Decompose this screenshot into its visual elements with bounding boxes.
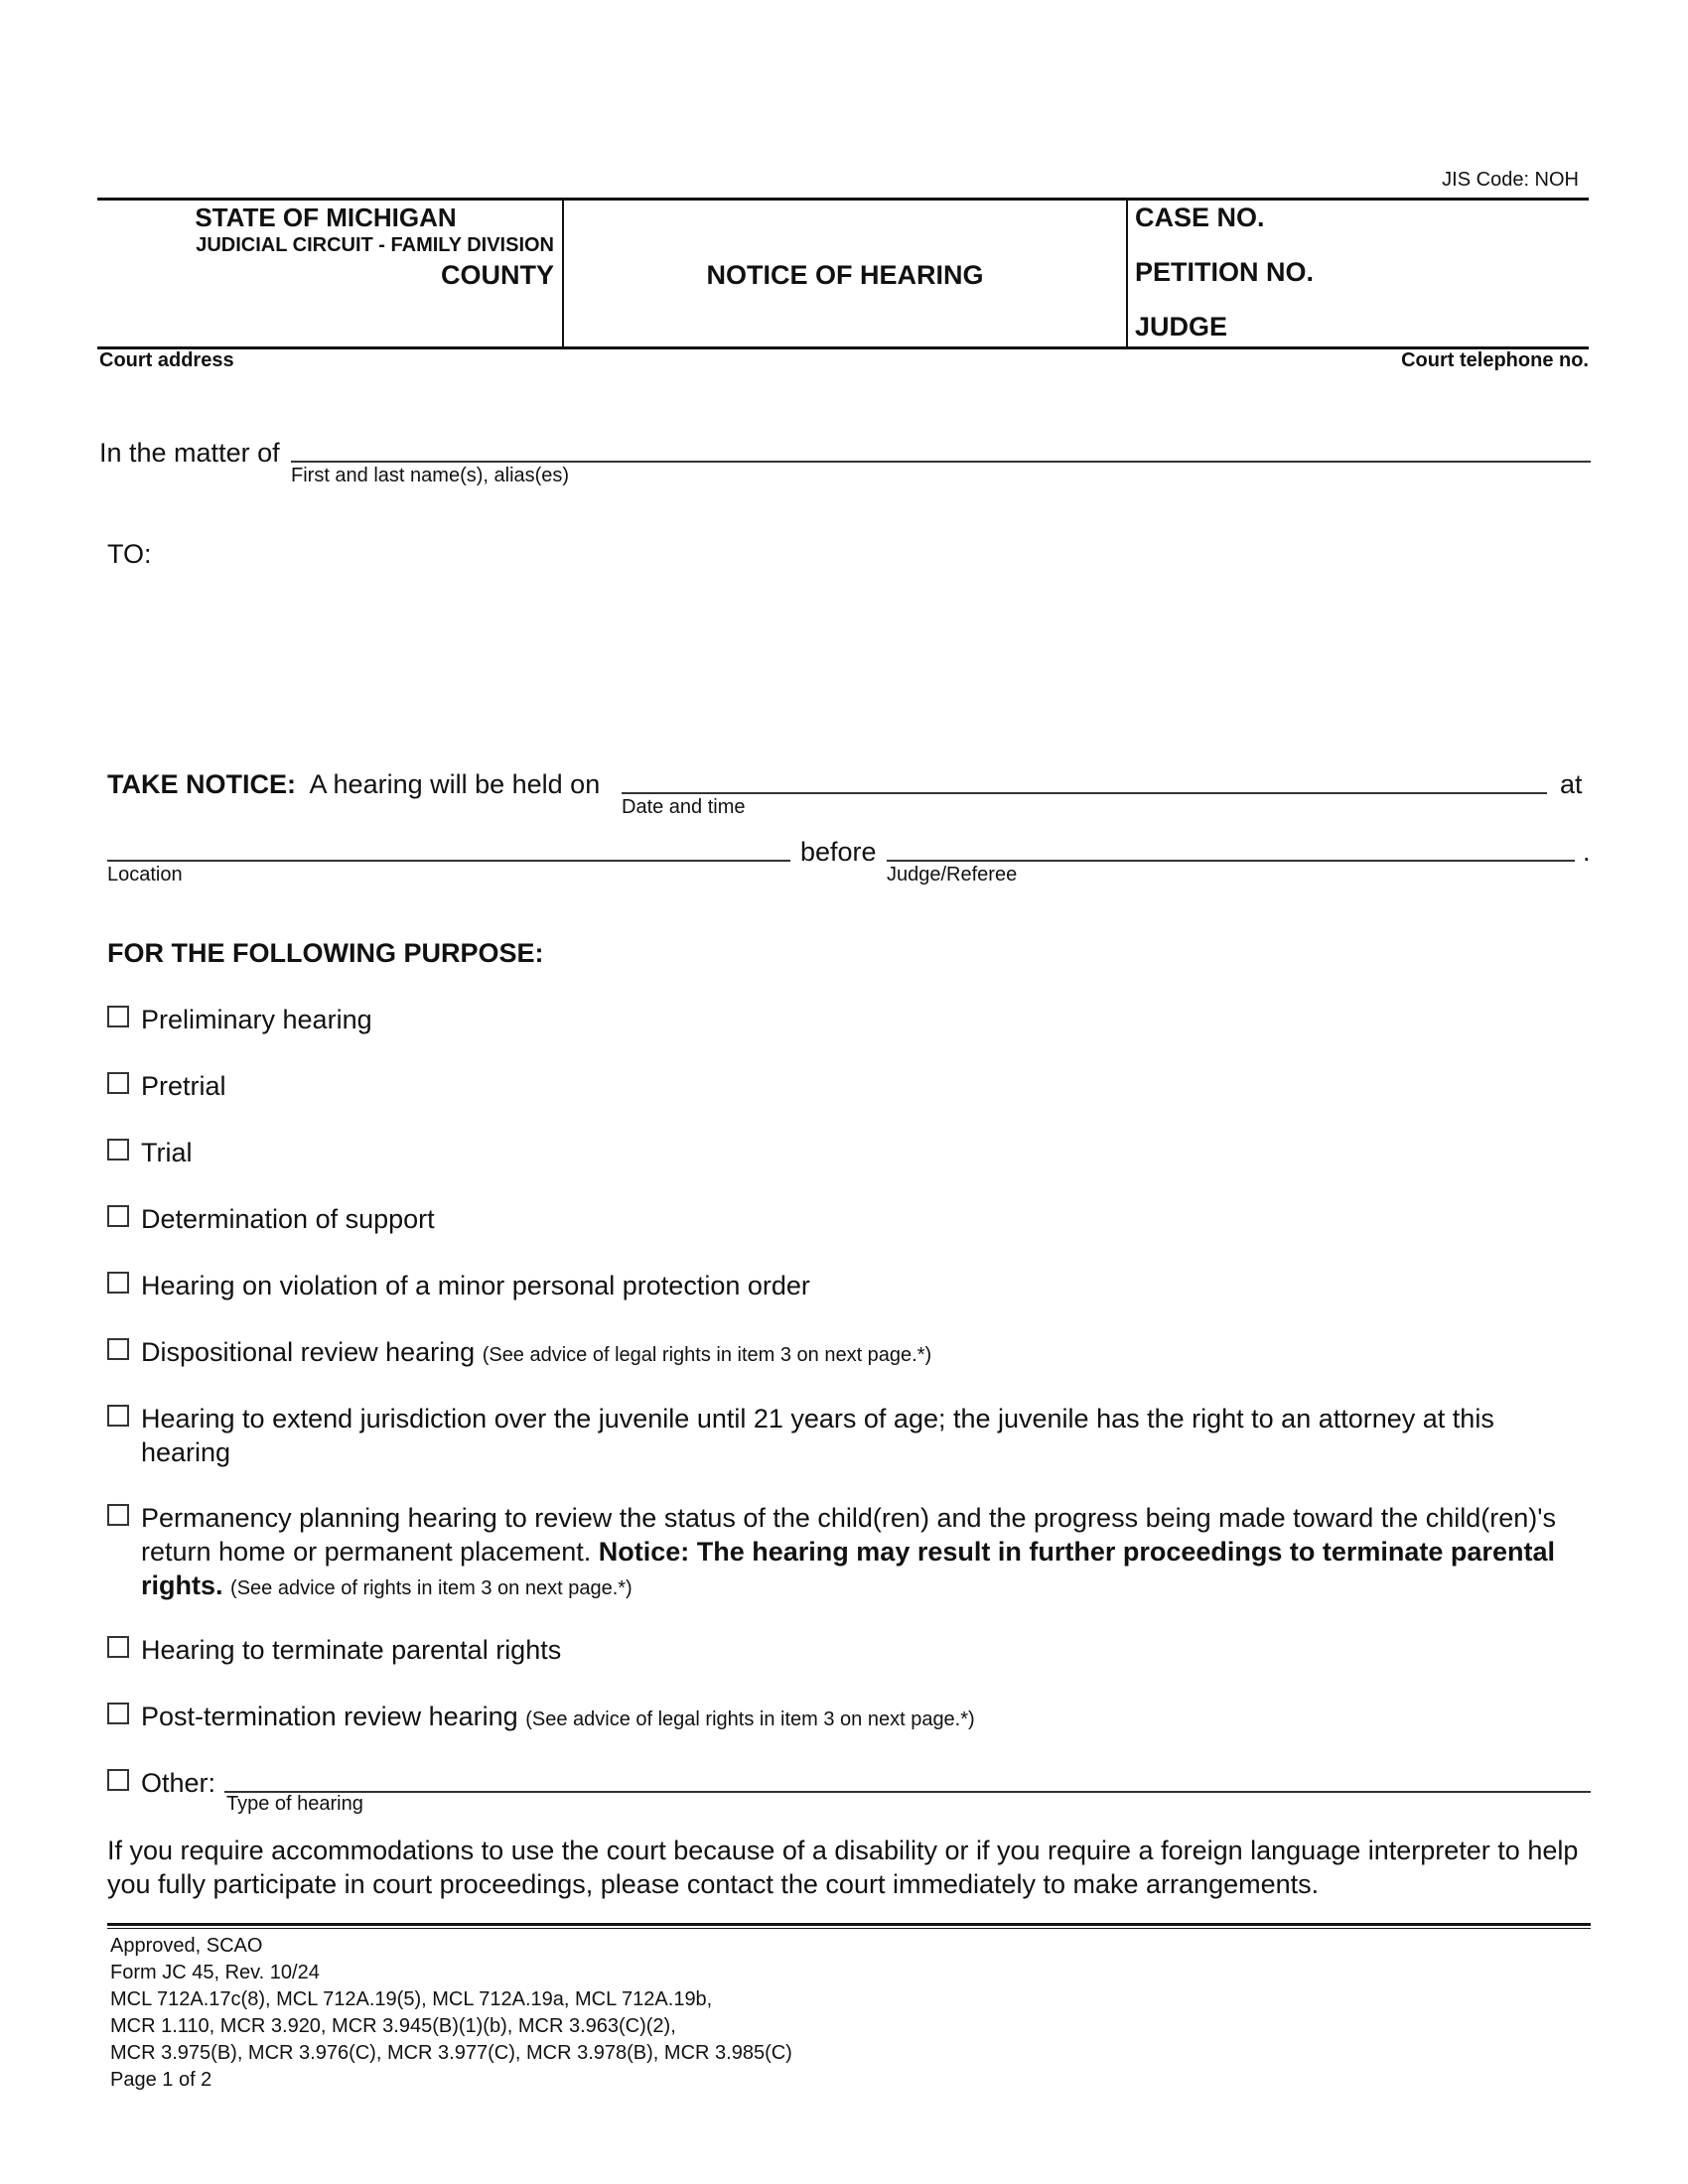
- county-label: COUNTY: [441, 260, 554, 290]
- support-label: Determination of support: [141, 1204, 435, 1234]
- terminate-rights-label: Hearing to terminate parental rights: [141, 1635, 562, 1665]
- pretrial-checkbox[interactable]: [107, 1072, 129, 1094]
- take-notice-line: [107, 769, 600, 800]
- trial-checkbox[interactable]: [107, 1139, 129, 1160]
- location-field[interactable]: [107, 860, 790, 862]
- ppo-violation-checkbox[interactable]: [107, 1272, 129, 1294]
- footer-rule-thin: [107, 1928, 1591, 1929]
- petition-number-label: PETITION NO.: [1135, 257, 1315, 287]
- state-name: STATE OF MICHIGAN: [195, 203, 457, 232]
- post-termination-text: [141, 1700, 1591, 1736]
- date-time-field[interactable]: [622, 792, 1547, 794]
- post-termination-label: Post-termination review hearing: [141, 1702, 518, 1731]
- jis-code: JIS Code: NOH: [1442, 169, 1579, 191]
- take-notice-label: TAKE NOTICE:: [107, 769, 296, 799]
- form-title: NOTICE OF HEARING: [706, 260, 984, 290]
- take-notice-text: A hearing will be held on: [309, 769, 601, 799]
- ppo-violation-label: Hearing on violation of a minor personal protection order: [141, 1271, 810, 1300]
- permanency-planning-checkbox[interactable]: [107, 1504, 129, 1526]
- post-termination-checkbox[interactable]: [107, 1703, 129, 1724]
- extend-jurisdiction-checkbox[interactable]: [107, 1405, 129, 1427]
- footer-page: Page 1 of 2: [110, 2069, 212, 2091]
- footer-approved: Approved, SCAO: [110, 1935, 263, 1957]
- matter-label: In the matter of: [99, 438, 280, 468]
- header-divider-right: [1126, 200, 1128, 347]
- other-label: Other:: [141, 1768, 216, 1798]
- terminate-rights-checkbox[interactable]: [107, 1636, 129, 1658]
- date-time-caption: Date and time: [622, 796, 746, 818]
- dispositional-review-note: (See advice of legal rights in item 3 on next page.*): [482, 1344, 932, 1366]
- dispositional-review-checkbox[interactable]: [107, 1338, 129, 1360]
- matter-name-caption: First and last name(s), alias(es): [291, 465, 570, 486]
- purpose-post-termination: [107, 1700, 1591, 1736]
- permanency-planning-note: (See advice of rights in item 3 on next page.*): [230, 1577, 633, 1599]
- judge-referee-field[interactable]: [887, 860, 1575, 862]
- purpose-terminate-rights: [107, 1633, 1591, 1667]
- purpose-support: [107, 1202, 1591, 1236]
- other-hearing-type-caption: Type of hearing: [226, 1793, 363, 1815]
- circuit-label: JUDICIAL CIRCUIT - FAMILY DIVISION: [196, 234, 554, 256]
- footer-mcr-2: MCR 3.975(B), MCR 3.976(C), MCR 3.977(C), MCR 3.978(B), MCR 3.985(C): [110, 2042, 792, 2064]
- court-address-label: Court address: [99, 349, 234, 371]
- dispositional-review-text: [141, 1335, 1591, 1372]
- accommodations-notice: If you require accommodations to use the court because of a disability or if you require a foreign language interpreter to help you fully participate in court proceedings, please contact the court immediately to make arrangements.: [107, 1836, 1579, 1899]
- location-caption: Location: [107, 864, 183, 886]
- at-label: at: [1560, 769, 1583, 799]
- footer-rule-thick: [107, 1923, 1591, 1926]
- permanency-planning-text: [141, 1501, 1591, 1605]
- purpose-preliminary: [107, 1003, 1591, 1036]
- preliminary-label: Preliminary hearing: [141, 1005, 372, 1034]
- to-label: TO:: [107, 539, 152, 569]
- trial-label: Trial: [141, 1138, 193, 1167]
- footer-mcr-1: MCR 1.110, MCR 3.920, MCR 3.945(B)(1)(b), MCR 3.963(C)(2),: [110, 2015, 676, 2037]
- purpose-permanency-planning: [107, 1501, 1591, 1605]
- header-top-rule: [97, 198, 1589, 201]
- case-number-label: CASE NO.: [1135, 203, 1265, 232]
- footer-mcl: MCL 712A.17c(8), MCL 712A.19(5), MCL 712A.19a, MCL 712A.19b,: [110, 1988, 713, 2010]
- other-checkbox[interactable]: [107, 1769, 129, 1791]
- judge-referee-caption: Judge/Referee: [887, 864, 1018, 886]
- pretrial-label: Pretrial: [141, 1071, 226, 1101]
- support-checkbox[interactable]: [107, 1205, 129, 1227]
- period: .: [1583, 837, 1591, 867]
- purpose-trial: [107, 1136, 1591, 1169]
- judge-label: JUDGE: [1135, 312, 1228, 341]
- extend-jurisdiction-label: Hearing to extend jurisdiction over the juvenile until 21 years of age; the juvenile has the right to an attorney at this hearing: [141, 1404, 1494, 1467]
- purpose-heading: FOR THE FOLLOWING PURPOSE:: [107, 938, 544, 968]
- post-termination-note: (See advice of legal rights in item 3 on next page.*): [525, 1708, 975, 1730]
- permanency-planning-label: Permanency planning hearing to review the status of the child(ren) and the progress being made toward the child(ren)'s return home or permanent placement.: [141, 1503, 1556, 1567]
- header-bottom-rule: [97, 346, 1589, 349]
- court-telephone-label: Court telephone no.: [1401, 349, 1589, 371]
- matter-name-field[interactable]: [291, 461, 1591, 463]
- other-hearing-type-field[interactable]: [224, 1791, 1591, 1793]
- purpose-ppo-violation: [107, 1269, 1591, 1302]
- preliminary-checkbox[interactable]: [107, 1006, 129, 1027]
- purpose-dispositional-review: [107, 1335, 1591, 1372]
- before-label: before: [800, 837, 877, 867]
- purpose-pretrial: [107, 1069, 1591, 1103]
- dispositional-review-label: Dispositional review hearing: [141, 1337, 476, 1367]
- purpose-extend-jurisdiction: [107, 1402, 1591, 1469]
- footer-form: Form JC 45, Rev. 10/24: [110, 1962, 320, 1983]
- permanency-planning-warning: Notice: The hearing may result in further proceedings to terminate parental rights.: [141, 1537, 1555, 1600]
